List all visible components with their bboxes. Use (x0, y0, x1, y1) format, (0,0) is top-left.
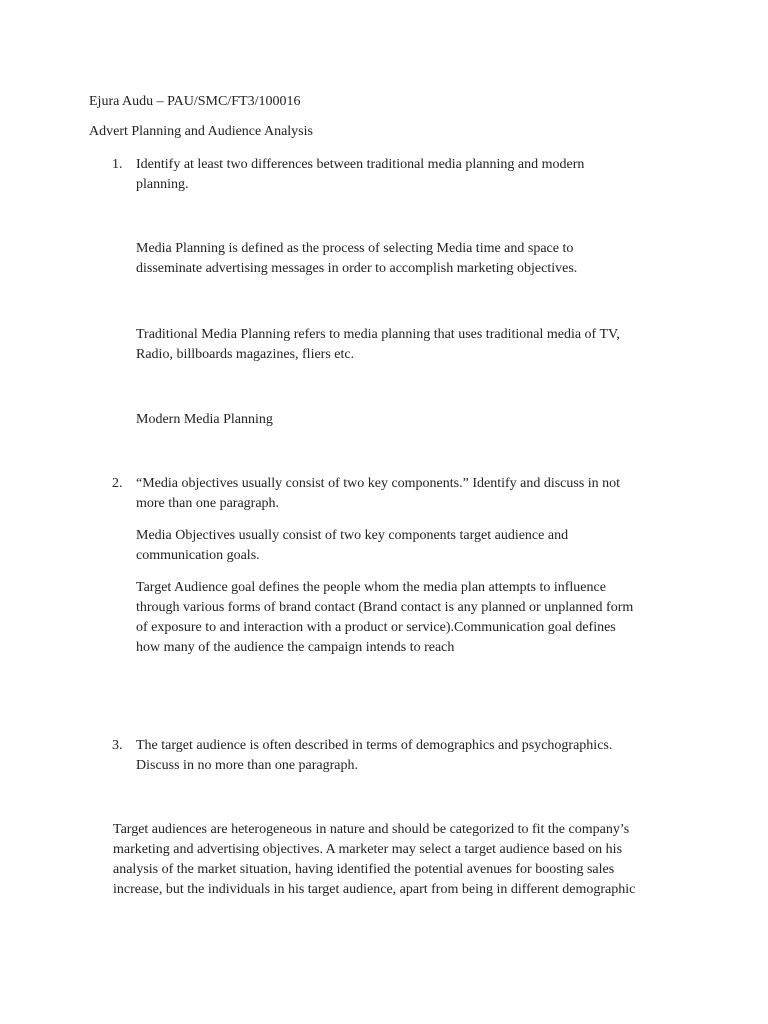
q3-number: 3. (112, 738, 123, 753)
q2-target-paragraph: Target Audience goal defines the people whom the media plan attempts to influence through various forms of brand contact (Brand contact is any planned or unplanned form of exposure to and interaction with a product or service).Communication goal defines how many of the audience the campaign intends to reach (136, 580, 634, 655)
q1-traditional-paragraph: Traditional Media Planning refers to media planning that uses traditional media of TV, Radio, billboards magazines, fliers etc. (136, 327, 620, 362)
q1-modern-heading: Modern Media Planning (136, 412, 273, 427)
q3-question: The target audience is often described in terms of demographics and psychographics. Discuss in no more than one paragraph. (136, 738, 613, 773)
q2-number: 2. (112, 476, 123, 491)
document-title: Advert Planning and Audience Analysis (89, 124, 313, 139)
q1-media-planning-paragraph: Media Planning is defined as the process of selecting Media time and space to disseminate advertising messages in order to accomplish marketing objectives. (136, 241, 578, 276)
author-header: Ejura Audu – PAU/SMC/FT3/100016 (89, 94, 301, 109)
q2-components-paragraph: Media Objectives usually consist of two key components target audience and communication goals. (136, 528, 569, 563)
q1-number: 1. (112, 157, 123, 172)
q3-answer-paragraph: Target audiences are heterogeneous in nature and should be categorized to fit the company’s marketing and advertising objectives. A marketer may select a target audience based on his analysis of the market situation, having identified the potential avenues for boosting sales increase, but the individuals in his target audience, apart from being in different demographic (113, 822, 636, 897)
q2-question: “Media objectives usually consist of two key components.” Identify and discuss in not more than one paragraph. (136, 476, 621, 511)
q1-question: Identify at least two differences between traditional media planning and modern planning. (136, 157, 585, 192)
